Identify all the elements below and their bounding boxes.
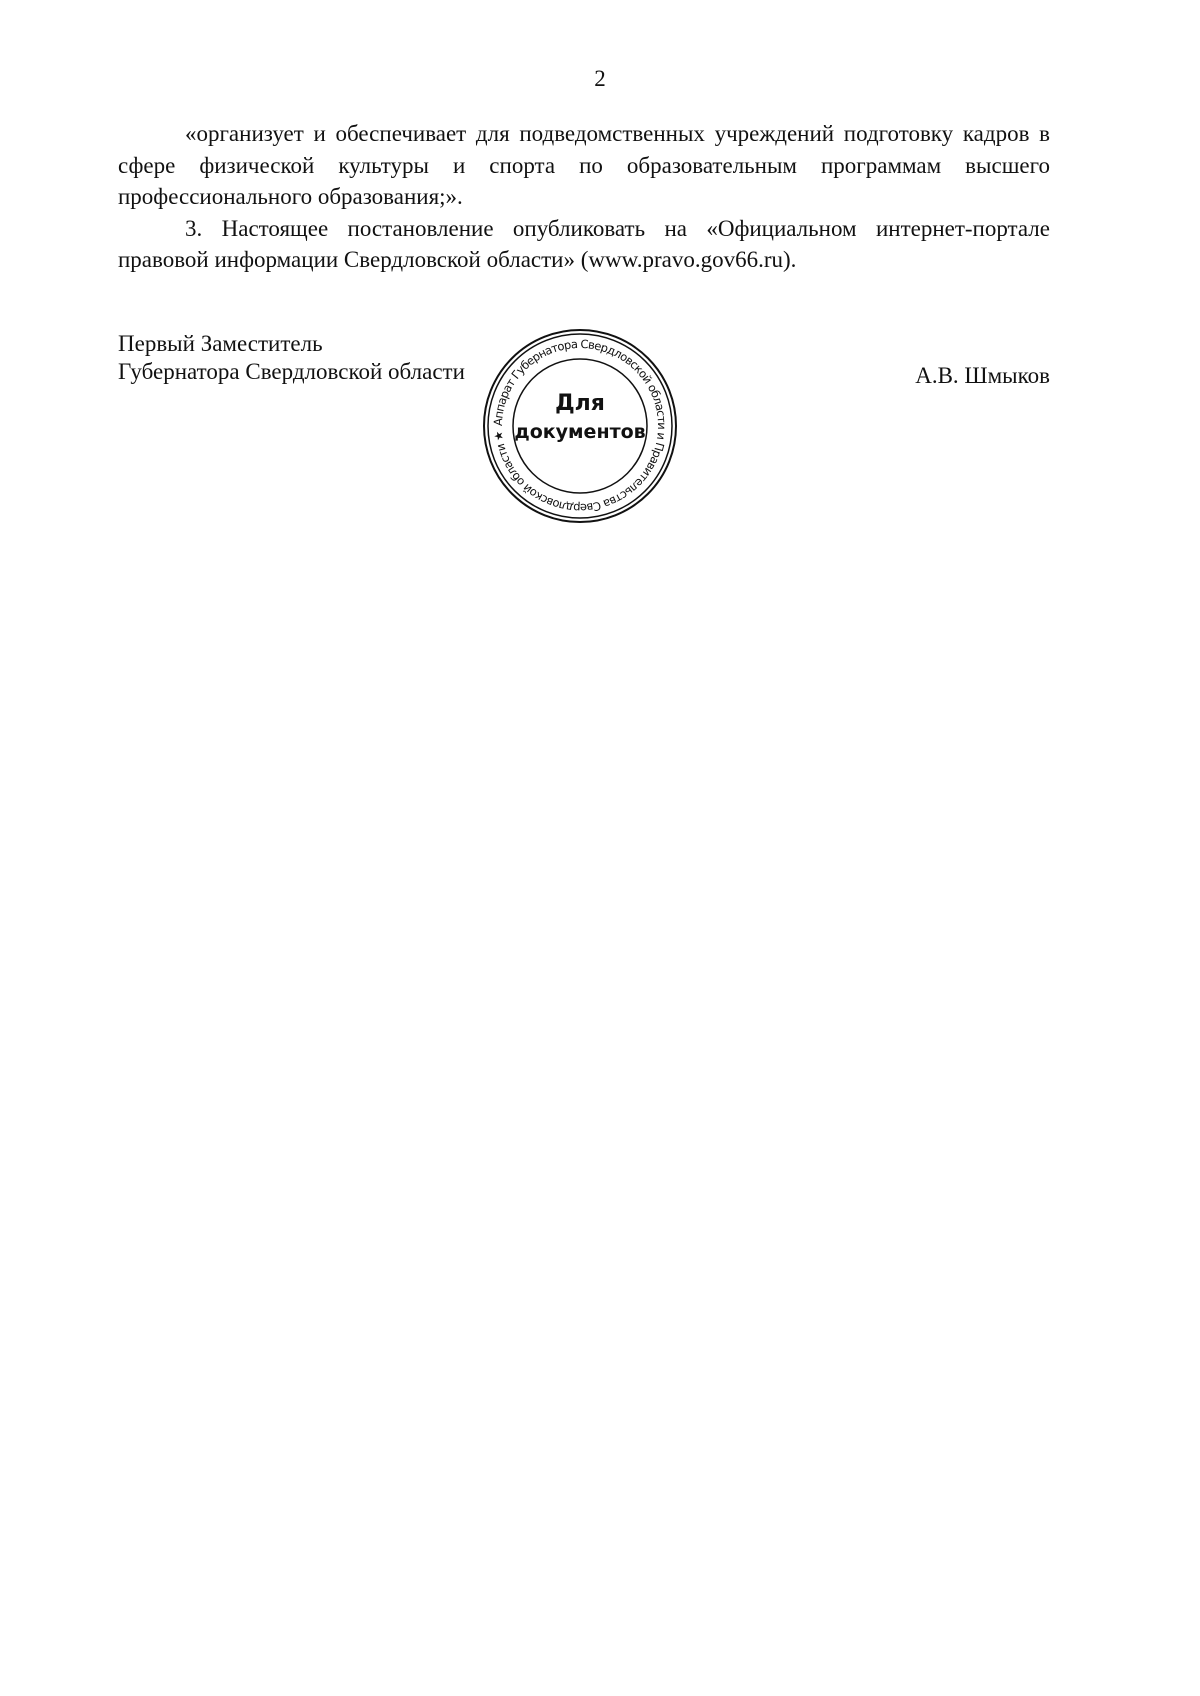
signatory-title xyxy=(118,330,465,386)
document-body xyxy=(118,118,1050,276)
stamp-center-line1: Для xyxy=(555,391,605,416)
signatory-title-line2: Губернатора Свердловской области xyxy=(118,359,465,384)
official-stamp xyxy=(480,326,680,526)
stamp-center-line2: документов xyxy=(514,421,646,443)
stamp-ring-textpath: Аппарат Губернатора Свердловской области и Правительства Свердловской области ★ xyxy=(490,336,670,516)
paragraph-publication: 3. Настоящее постановление опубликовать на «Официальном интернет-портале правовой информации Свердловской области» (www.pravo.gov66.ru). xyxy=(118,215,1050,272)
page-number: 2 xyxy=(594,66,606,91)
paragraph-amendment: «организует и обеспечивает для подведомственных учреждений подготовку кадров в сфере физической культуры и спорта по образовательным программам высшего профессионального образования;». xyxy=(118,121,1050,209)
signatory-title-line1: Первый Заместитель xyxy=(118,331,323,356)
signatory-name: А.В. Шмыков xyxy=(915,363,1050,388)
